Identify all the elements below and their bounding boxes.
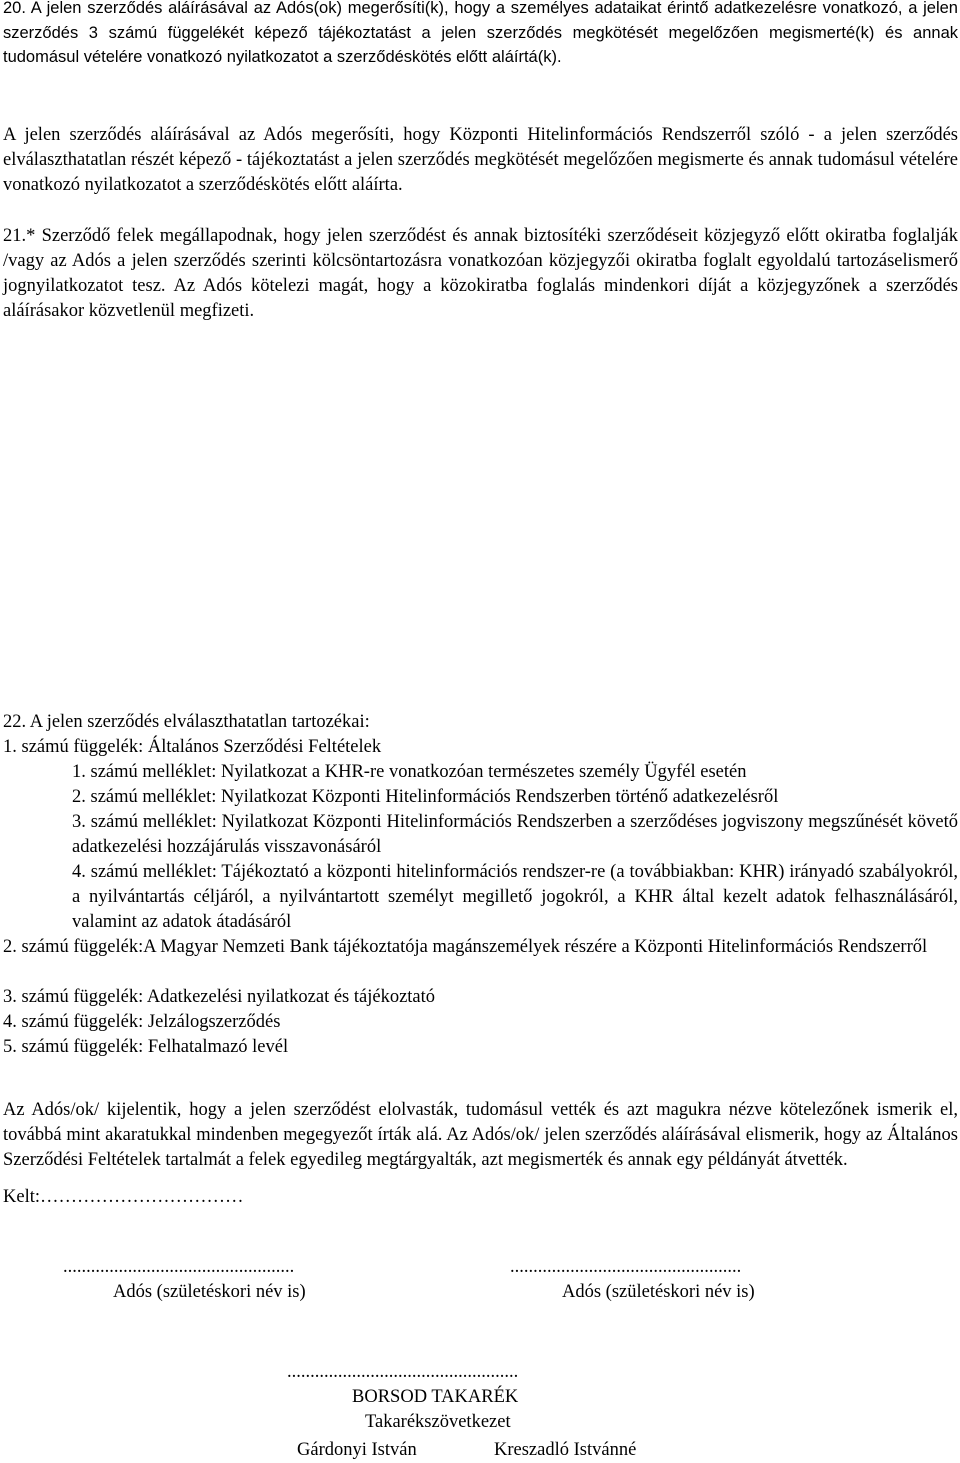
annex-2: 2. számú melléklet: Nyilatkozat Központi Hitelinformációs Rendszerben történő adatkezelésről: [72, 787, 779, 807]
annex-4: 4. számú melléklet: Tájékoztató a központi hitelinformációs rendszer-re (a továbbiakban: KHR) irányadó szabályokról, a nyilvántartás céljáról, a nyilvántartott személyt megillető jogokról, a KHR által kezelt adatok felhasználásáról, valamint az adatok átadásáról: [72, 862, 958, 932]
signer2-name: Kreszadló Istvánné: [494, 1440, 637, 1460]
appendix-1: 1. számú függelék: Általános Szerződési Feltételek: [3, 737, 382, 757]
kelt-line: Kelt:……………………………: [3, 1187, 244, 1207]
debtor1-signature-line: ..................................................: [63, 1257, 295, 1277]
debtor2-signature-line: ..................................................: [510, 1257, 742, 1277]
paragraph-22-title: 22. A jelen szerződés elválaszthatatlan tartozékai:: [3, 712, 370, 732]
bank-signature-line: ..................................................: [287, 1362, 519, 1382]
bank-name: BORSOD TAKARÉK: [352, 1387, 519, 1407]
declaration-paragraph: Az Adós/ok/ kijelentik, hogy a jelen szerződést elolvasták, tudomásul vették és azt magukra nézve kötelezőnek ismerik el, továbbá mint akaratukkal mindenben megegyezőt írták alá. Az Adós/ok/ jelen szerződés aláírásával elismerik, hogy az Általános Szerződési Feltételek tartalmát a felek egyedileg megtárgyalták, azt megismerték és annak egy példányát átvették.: [3, 1100, 958, 1170]
debtor2-label: Adós (születéskori név is): [562, 1282, 755, 1302]
appendix-3: 3. számú függelék: Adatkezelési nyilatkozat és tájékoztató: [3, 987, 436, 1007]
signer1-name: Gárdonyi István: [297, 1440, 417, 1460]
paragraph-20: 20. A jelen szerződés aláírásával az Adós(ok) megerősíti(k), hogy a személyes adataikat érintő adatkezelésre vonatkozó, a jelen szerződés 3 számú függelékét képező tájékoztatást a jelen szerződés megkötését megelőzően megismerté(k) és annak tudomásul vételére vonatkozó nyilatkozatot a szerződéskötés előtt aláírtá(k).: [3, 0, 958, 66]
annex-3: 3. számú melléklet: Nyilatkozat Központi Hitelinformációs Rendszerben a szerződéses jogviszony megszűnését követő adatkezelési hozzájárulás visszavonásáról: [72, 812, 958, 857]
appendix-2: 2. számú függelék:A Magyar Nemzeti Bank tájékoztatója magánszemélyek részére a Központi Hitelinformációs Rendszerről: [3, 937, 928, 957]
paragraph-21: 21.* Szerződő felek megállapodnak, hogy jelen szerződést és annak biztosítéki szerződéseit közjegyző előtt okiratba foglalják /vagy az Adós a jelen szerződés szerinti kölcsöntartozásra vonatkozóan közjegyzői okiratba foglalt egyoldalú tartozáselismerő jognyilatkozatot tesz. Az Adós kötelezi magát, hogy a közokiratba foglalás mindenkori díját a közjegyzőnek a szerződés aláírásakor közvetlenül megfizeti.: [3, 226, 958, 321]
appendix-5: 5. számú függelék: Felhatalmazó levél: [3, 1037, 289, 1057]
annex-1: 1. számú melléklet: Nyilatkozat a KHR-re vonatkozóan természetes személy Ügyfél esetén: [72, 762, 747, 782]
debtor1-label: Adós (születéskori név is): [113, 1282, 306, 1302]
bank-type: Takarékszövetkezet: [365, 1412, 511, 1432]
paragraph-khr-confirmation: A jelen szerződés aláírásával az Adós megerősíti, hogy Központi Hitelinformációs Rendszerről szóló - a jelen szerződés elválaszthatatlan részét képező - tájékoztatást a jelen szerződés megkötését megelőzően megismerte és annak tudomásul vételére vonatkozó nyilatkozatot a szerződéskötés előtt aláírta.: [3, 125, 958, 195]
appendix-2-block: [3, 935, 958, 960]
spacer: [0, 1136, 1, 1137]
appendix-4: 4. számú függelék: Jelzálogszerződés: [3, 1012, 281, 1032]
